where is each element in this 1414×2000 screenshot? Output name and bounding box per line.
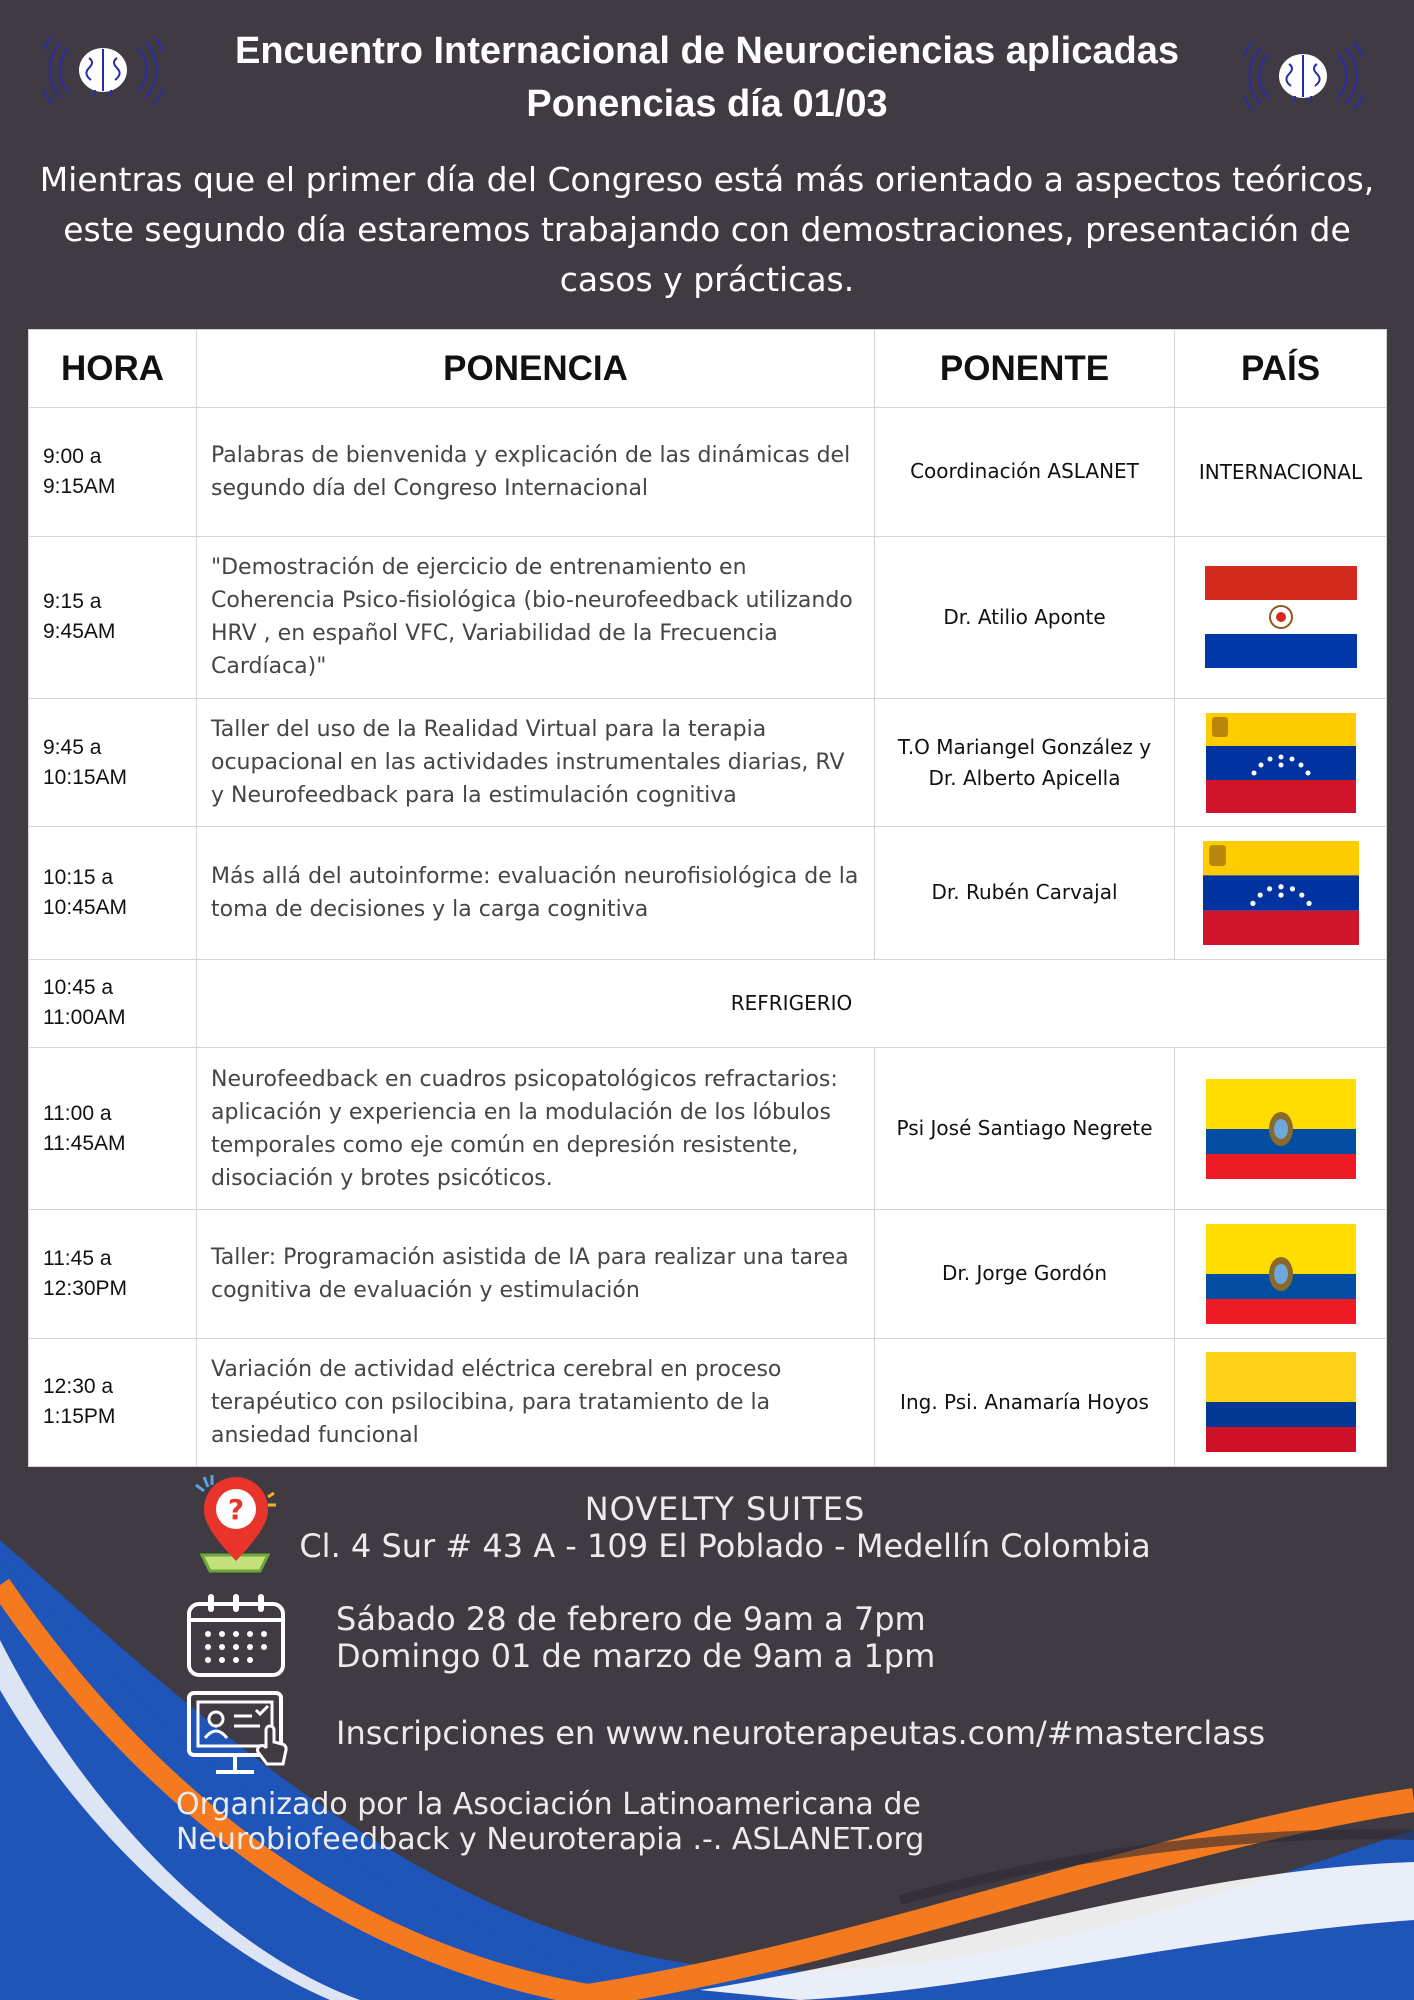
table-header-row [29, 330, 1387, 408]
header-hora: HORA [29, 330, 197, 408]
row-talk: Palabras de bienvenida y explicación de las dinámicas del segundo día del Congreso Internacional [197, 408, 875, 536]
row-talk: Neurofeedback en cuadros psicopatológicos refractarios: aplicación y experiencia en la modulación de los lóbulos temporales como eje común en depresión resistente, disociación y brotes psicóticos. [197, 1047, 875, 1209]
schedule-table [28, 329, 1387, 1467]
header-ponencia: PONENCIA [197, 330, 875, 408]
calendar-icon [186, 1592, 286, 1678]
location-pin-icon [190, 1475, 280, 1575]
table-row [29, 408, 1387, 536]
header-ponente: PONENTE [875, 330, 1175, 408]
table-row [29, 1338, 1387, 1466]
row-time: 9:15 a 9:45AM [29, 536, 197, 698]
table-row [29, 698, 1387, 826]
row-talk: Taller: Programación asistida de IA para realizar una tarea cognitiva de evaluación y estimulación [197, 1210, 875, 1338]
row-speaker: Dr. Atilio Aponte [875, 536, 1175, 698]
ecuador-flag-icon [1206, 1224, 1356, 1324]
row-talk: "Demostración de ejercicio de entrenamiento en Coherencia Psico-fisiológica (bio-neurofeedback utilizando HRV , en español VFC, Variabilidad de la Frecuencia Cardíaca)" [197, 536, 875, 698]
row-speaker: Dr. Jorge Gordón [875, 1210, 1175, 1338]
row-talk: Taller del uso de la Realidad Virtual para la terapia ocupacional en las actividades instrumentales diarias, RV y Neurofeedback para la estimulación cognitiva [197, 698, 875, 826]
row-country [1175, 827, 1387, 959]
venue-name: NOVELTY SUITES [584, 1490, 866, 1528]
row-time: 12:30 a 1:15PM [29, 1338, 197, 1466]
svg-text:?: ? [227, 1493, 245, 1526]
row-time: 11:00 a 11:45AM [29, 1047, 197, 1209]
row-time: 9:00 a 9:15AM [29, 408, 197, 536]
break-label: REFRIGERIO [197, 959, 1387, 1047]
row-speaker: Coordinación ASLANET [875, 408, 1175, 536]
date-saturday: Sábado 28 de febrero de 9am a 7pm [336, 1600, 926, 1638]
row-country [1175, 1338, 1387, 1466]
title-line-2: Ponencias día 01/03 [526, 83, 888, 125]
row-time: 10:45 a 11:00AM [29, 959, 197, 1047]
organizer-line-2: Neurobiofeedback y Neuroterapia .-. ASLANET.org [176, 1822, 925, 1857]
row-country: INTERNACIONAL [1175, 408, 1387, 536]
row-country [1175, 1210, 1387, 1338]
ecuador-flag-icon [1206, 1079, 1356, 1179]
venezuela-flag-icon [1206, 713, 1356, 813]
row-speaker: Dr. Rubén Carvajal [875, 827, 1175, 959]
venue-address: Cl. 4 Sur # 43 A - 109 El Poblado - Medellín Colombia [299, 1527, 1151, 1565]
paraguay-flag-icon [1205, 566, 1357, 668]
table-row [29, 827, 1387, 959]
row-time: 10:15 a 10:45AM [29, 827, 197, 959]
colombia-flag-icon [1206, 1352, 1356, 1452]
row-country [1175, 1047, 1387, 1209]
row-talk: Variación de actividad eléctrica cerebral en proceso terapéutico con psilocibina, para tratamiento de la ansiedad funcional [197, 1338, 875, 1466]
registration-link[interactable]: Inscripciones en www.neuroterapeutas.com/#masterclass [336, 1714, 1266, 1752]
intro-paragraph: Mientras que el primer día del Congreso está más orientado a aspectos teóricos, este segundo día estaremos trabajando con demostraciones, presentación de casos y prácticas. [39, 160, 1375, 299]
table-row-break [29, 959, 1387, 1047]
venezuela-flag-icon [1202, 841, 1360, 945]
online-registration-icon [186, 1690, 298, 1780]
organizer-line-1: Organizado por la Asociación Latinoamericana de [176, 1787, 921, 1822]
row-country [1175, 536, 1387, 698]
table-row [29, 536, 1387, 698]
row-speaker: Psi José Santiago Negrete [875, 1047, 1175, 1209]
table-row [29, 1210, 1387, 1338]
row-time: 9:45 a 10:15AM [29, 698, 197, 826]
row-speaker: T.O Mariangel González y Dr. Alberto Apicella [875, 698, 1175, 826]
row-speaker: Ing. Psi. Anamaría Hoyos [875, 1338, 1175, 1466]
row-talk: Más allá del autoinforme: evaluación neurofisiológica de la toma de decisiones y la carga cognitiva [197, 827, 875, 959]
date-sunday: Domingo 01 de marzo de 9am a 1pm [336, 1637, 936, 1675]
row-time: 11:45 a 12:30PM [29, 1210, 197, 1338]
table-row [29, 1047, 1387, 1209]
title-line-1: Encuentro Internacional de Neurociencias aplicadas [235, 30, 1179, 72]
row-country [1175, 698, 1387, 826]
header-pais: PAÍS [1175, 330, 1387, 408]
